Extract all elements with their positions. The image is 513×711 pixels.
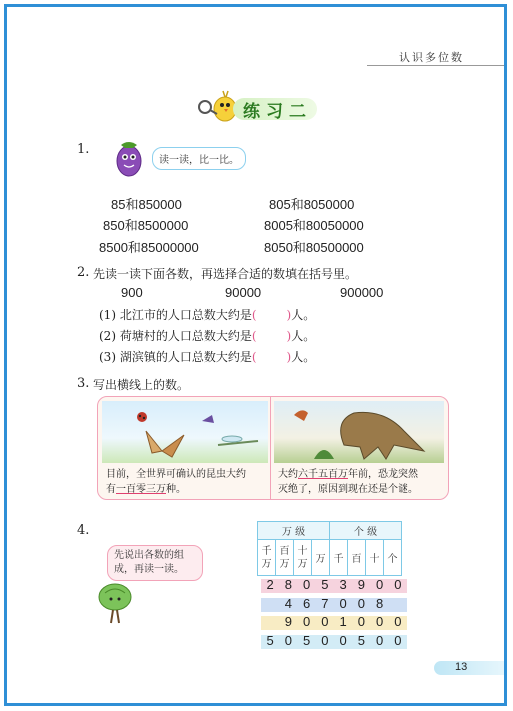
digit: 7 xyxy=(321,596,329,611)
ex1-right-3: 8050和80500000 xyxy=(264,240,364,255)
digit: 0 xyxy=(284,633,292,648)
insects-text-line-1: 目前，全世界可确认的昆虫大约 xyxy=(106,469,246,480)
number-row xyxy=(261,596,407,611)
insects-illustration xyxy=(102,401,268,463)
bubble-line-2: 成，再读一读。 xyxy=(114,564,184,575)
ex1-left-3: 8500和85000000 xyxy=(99,240,199,255)
panel-divider xyxy=(270,397,271,500)
digit: 0 xyxy=(357,596,365,611)
exercise-3-instruction: 写出横线上的数。 xyxy=(93,378,190,392)
digit: 0 xyxy=(339,633,347,648)
ex1-right-2: 8005和80050000 xyxy=(264,218,364,233)
place-char: 万 xyxy=(261,558,272,570)
place-char: 万 xyxy=(279,558,290,570)
dinosaurs-text-line-1 xyxy=(278,467,418,482)
footer-bar xyxy=(434,661,504,675)
digit: 3 xyxy=(339,577,347,592)
dinosaurs-text-line-2: 灭绝了，原因到现在还是个谜。 xyxy=(278,484,418,495)
place-baiwan xyxy=(276,540,294,576)
digit xyxy=(261,614,279,629)
place-char: 百 xyxy=(279,545,290,557)
chapter-header: 认识多位数 xyxy=(399,51,464,64)
paren-open: ( xyxy=(251,329,257,343)
digit: 0 xyxy=(321,614,329,629)
place-shi: 十 xyxy=(366,540,384,576)
digit: 0 xyxy=(394,577,402,592)
ex2-item-3-suffix: 人。 xyxy=(291,350,316,364)
butterfly-icon xyxy=(102,401,268,463)
ex2-item-1 xyxy=(99,306,315,323)
digit: 0 xyxy=(376,633,384,648)
page-number: 13 xyxy=(455,661,468,673)
dinosaur-icon xyxy=(274,401,444,463)
digit: 5 xyxy=(321,577,329,592)
digit: 0 xyxy=(376,577,384,592)
exercise-2-instruction: 先读一读下面各数，再选择合适的数填在括号里。 xyxy=(93,267,358,281)
eggplant-mascot-icon xyxy=(111,135,147,179)
cabbage-mascot-icon xyxy=(95,579,135,625)
ex2-item-1-label: (1) 北江市的人口总数大约是 xyxy=(99,308,252,322)
exercise-1-number: 1. xyxy=(77,142,90,157)
ex1-right-1: 805和8050000 xyxy=(269,197,355,212)
number-row xyxy=(261,633,407,648)
insects-underlined-number: 一百零三万 xyxy=(116,484,166,495)
insects-text-prefix: 有 xyxy=(106,484,116,495)
ex2-choice-1: 900 xyxy=(121,285,143,300)
digit: 8 xyxy=(376,596,384,611)
paren-open: ( xyxy=(251,350,257,364)
place-char: 十 xyxy=(297,545,308,557)
ex1-left-2: 850和8500000 xyxy=(103,218,189,233)
digit: 0 xyxy=(357,614,365,629)
ex2-item-3-label: (3) 湖滨镇的人口总数大约是 xyxy=(99,350,252,364)
bubble-line-1: 先说出各数的组 xyxy=(114,550,184,561)
place-qian: 千 xyxy=(330,540,348,576)
place-wan: 万 xyxy=(312,540,330,576)
digit: 0 xyxy=(376,614,384,629)
place-char: 万 xyxy=(297,558,308,570)
paren-open: ( xyxy=(251,308,257,322)
ex2-item-1-suffix: 人。 xyxy=(291,308,316,322)
paren-close: ) xyxy=(286,350,292,364)
dinosaurs-underlined-number: 六千五百万 xyxy=(298,469,348,480)
digit: 5 xyxy=(357,633,365,648)
digit: 0 xyxy=(303,614,311,629)
dinosaurs-text xyxy=(278,467,418,497)
digit: 9 xyxy=(357,577,365,592)
digit: 5 xyxy=(303,633,311,648)
ex2-item-2-label: (2) 荷塘村的人口总数大约是 xyxy=(99,329,252,343)
digit: 0 xyxy=(339,596,347,611)
insects-text-line-2 xyxy=(106,482,246,497)
place-value-table xyxy=(257,521,402,576)
digit: 4 xyxy=(284,596,292,611)
number-row xyxy=(261,577,407,592)
insects-text xyxy=(106,467,246,497)
ex2-item-2-suffix: 人。 xyxy=(291,329,316,343)
ex2-item-3 xyxy=(99,348,315,365)
exercise-4-speech-bubble xyxy=(107,545,203,581)
digit: 5 xyxy=(266,633,274,648)
digit: 0 xyxy=(394,614,402,629)
place-shiwan xyxy=(294,540,312,576)
dinosaurs-text-prefix: 大约 xyxy=(278,469,298,480)
exercise-3-panel xyxy=(97,396,449,500)
paren-close: ) xyxy=(286,329,292,343)
ex1-left-1: 85和850000 xyxy=(111,197,182,212)
digit: 9 xyxy=(284,614,292,629)
digit: 0 xyxy=(394,633,402,648)
digit: 6 xyxy=(303,596,311,611)
digit: 0 xyxy=(303,577,311,592)
place-char: 千 xyxy=(261,545,272,557)
paren-close: ) xyxy=(286,308,292,322)
textbook-page xyxy=(4,4,507,706)
insects-text-suffix: 种。 xyxy=(166,484,186,495)
digit xyxy=(261,596,279,611)
exercise-3-number: 3. xyxy=(77,376,90,391)
place-qianwan xyxy=(258,540,276,576)
ex2-choice-2: 90000 xyxy=(225,285,262,300)
place-bai: 百 xyxy=(348,540,366,576)
exercise-1-speech-bubble: 读一读，比一比。 xyxy=(152,147,246,170)
number-row xyxy=(261,614,407,629)
ex2-item-2 xyxy=(99,327,315,344)
place-ge: 个 xyxy=(384,540,402,576)
digit: 0 xyxy=(321,633,329,648)
header-rule xyxy=(367,65,504,66)
digit: 8 xyxy=(284,577,292,592)
digit: 2 xyxy=(266,577,274,592)
exercise-2-number: 2. xyxy=(77,265,90,280)
dinosaurs-illustration xyxy=(274,401,444,463)
group-wan: 万 级 xyxy=(258,522,330,540)
group-ge: 个 级 xyxy=(330,522,402,540)
ex2-choice-3: 900000 xyxy=(340,285,384,300)
dinosaurs-text-suffix: 年前，恐龙突然 xyxy=(348,469,418,480)
digit: 1 xyxy=(339,614,347,629)
exercise-4-number: 4. xyxy=(77,523,90,538)
exercise-title: 练习二 xyxy=(243,102,312,122)
